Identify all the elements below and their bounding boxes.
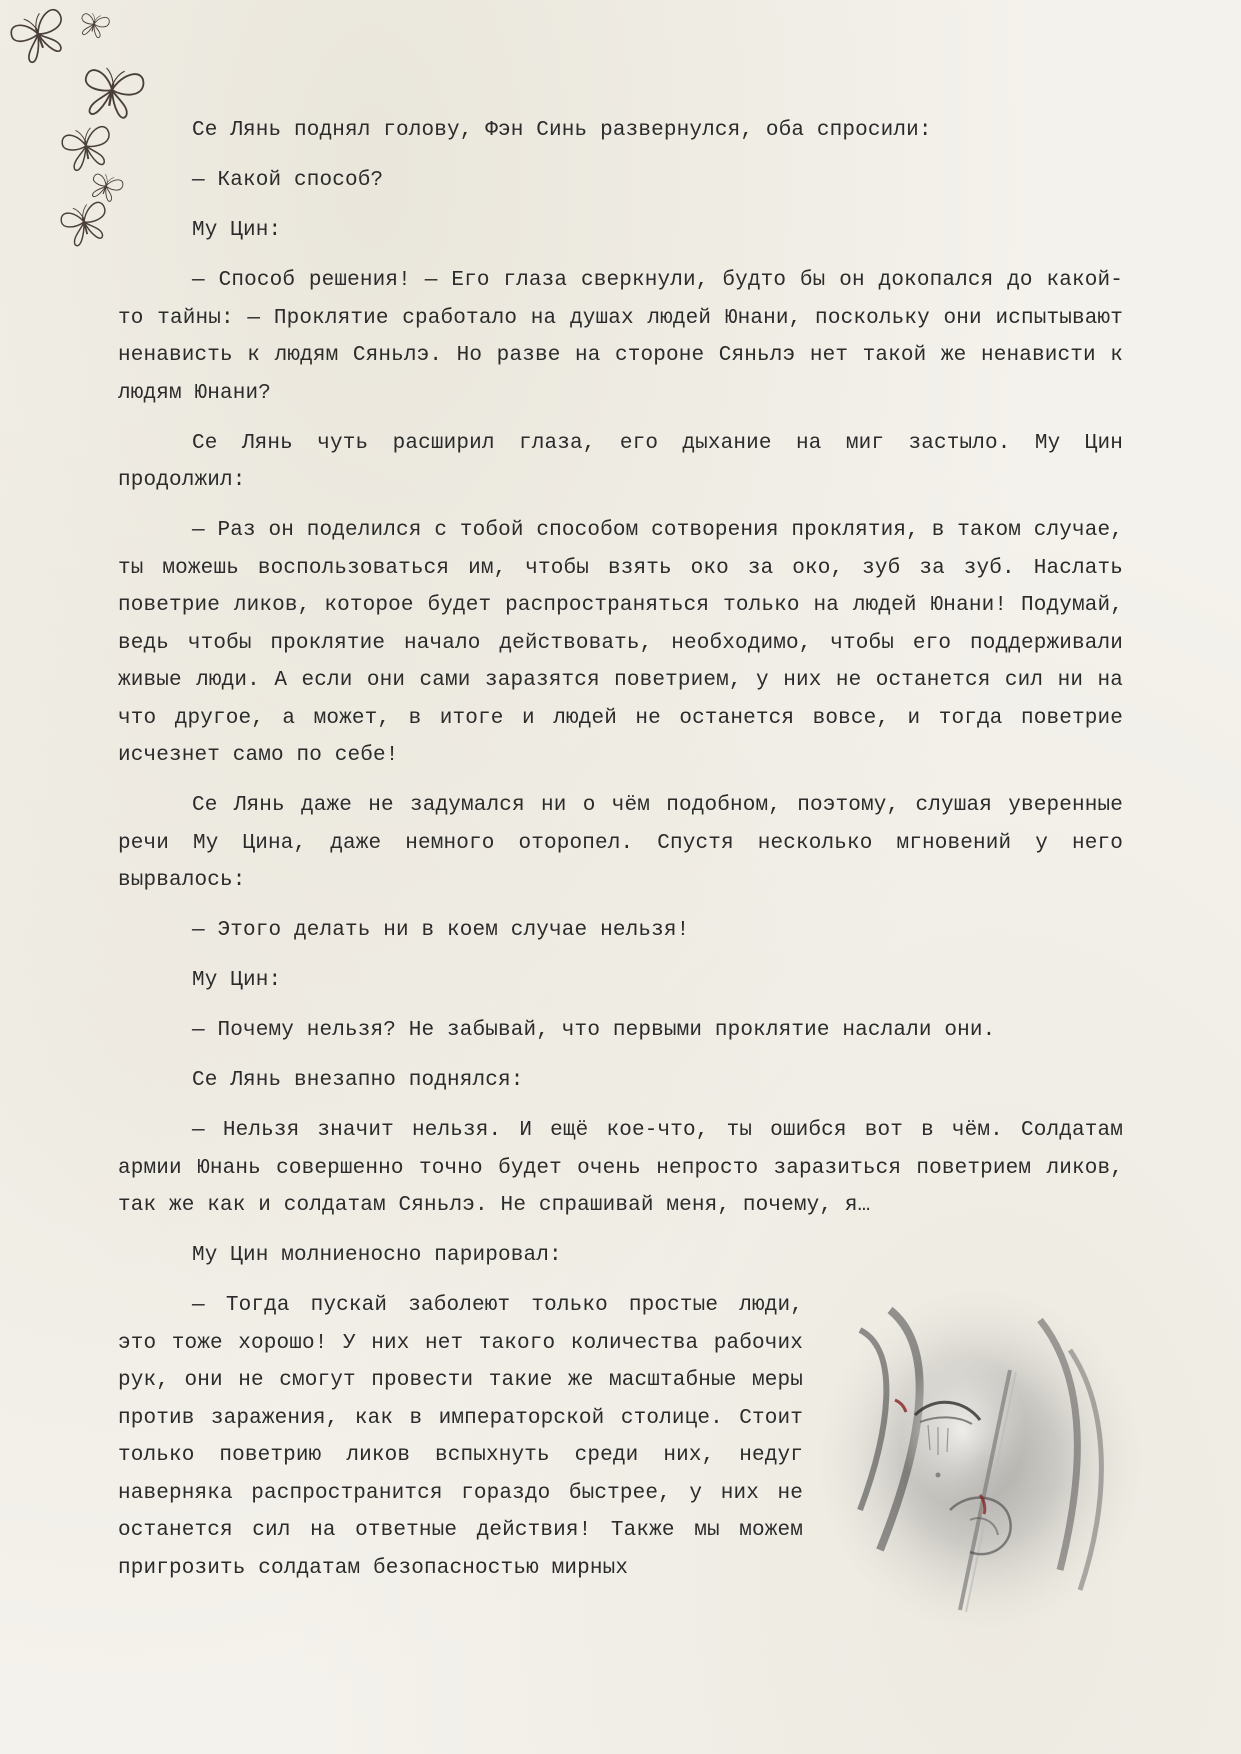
paragraph: — Какой способ? xyxy=(192,169,384,192)
paragraph: — Раз он поделился с тобой способом сотворения проклятия, в таком случае, ты можешь воспользоваться им, чтобы взять око за око, зуб за зуб. Наслать поветрие ликов, которое будет распространяться только на людей Юнани! Подумай, ведь чтобы проклятие начало действовать, необходимо, чтобы его поддерживали живые люди. А если они сами заразятся поветрием, у них не останется сил ни на что другое, а может, в итоге и людей не останется вовсе, и тогда поветрие исчезнет само по себе! xyxy=(118,519,1123,767)
butterfly-icon xyxy=(8,7,72,66)
paragraph: Се Лянь поднял голову, Фэн Синь развернулся, оба спросили: xyxy=(192,119,932,142)
paragraph: Му Цин: xyxy=(192,219,282,242)
paragraph: Му Цин молниеносно парировал: xyxy=(192,1244,562,1267)
paragraph: — Способ решения! — Его глаза сверкнули, будто бы он докопался до какой-то тайны: — Проклятие сработало на душах людей Юнани, поскольку они испытывают ненависть к людям Сяньлэ. Но разве на стороне Сяньлэ нет такой же ненависти к людям Юнани? xyxy=(118,269,1123,405)
paragraph: — Почему нельзя? Не забывай, что первыми проклятие наслали они. xyxy=(192,1019,996,1042)
paragraph: Се Лянь чуть расширил глаза, его дыхание на миг застыло. Му Цин продолжил: xyxy=(118,431,1123,492)
paragraph: Се Лянь даже не задумался ни о чём подобном, поэтому, слушая уверенные речи Му Цина, даже немного оторопел. Спустя несколько мгновений у него вырвалось: xyxy=(118,794,1123,892)
butterfly-icon xyxy=(60,125,114,172)
paragraph: Се Лянь внезапно поднялся: xyxy=(192,1069,524,1092)
butterfly-icon xyxy=(78,11,111,40)
paragraph: Му Цин: xyxy=(192,969,282,992)
paragraph: — Тогда пускай заболеют только простые люди, это тоже хорошо! У них нет такого количества рабочих рук, они не смогут провести такие же масштабные меры против заражения, как в императорской столице. Стоит только поветрию ликов вспыхнуть среди них, недуг наверняка распространится гораздо быстрее, у них не останется сил на ответные действия! Также мы можем пригрозить солдатам безопасностью мирных xyxy=(118,1294,803,1580)
paragraph: — Этого делать ни в коем случае нельзя! xyxy=(192,919,690,942)
ink-sketch-illustration xyxy=(820,1290,1140,1630)
paragraph: — Нельзя значит нельзя. И ещё кое-что, ты ошибся вот в чём. Солдатам армии Юнань совершенно точно будет очень непросто заразиться поветрием ликов, так же как и солдатам Сяньлэ. Не спрашивай меня, почему, я… xyxy=(118,1119,1123,1217)
butterfly-icon xyxy=(59,200,112,248)
